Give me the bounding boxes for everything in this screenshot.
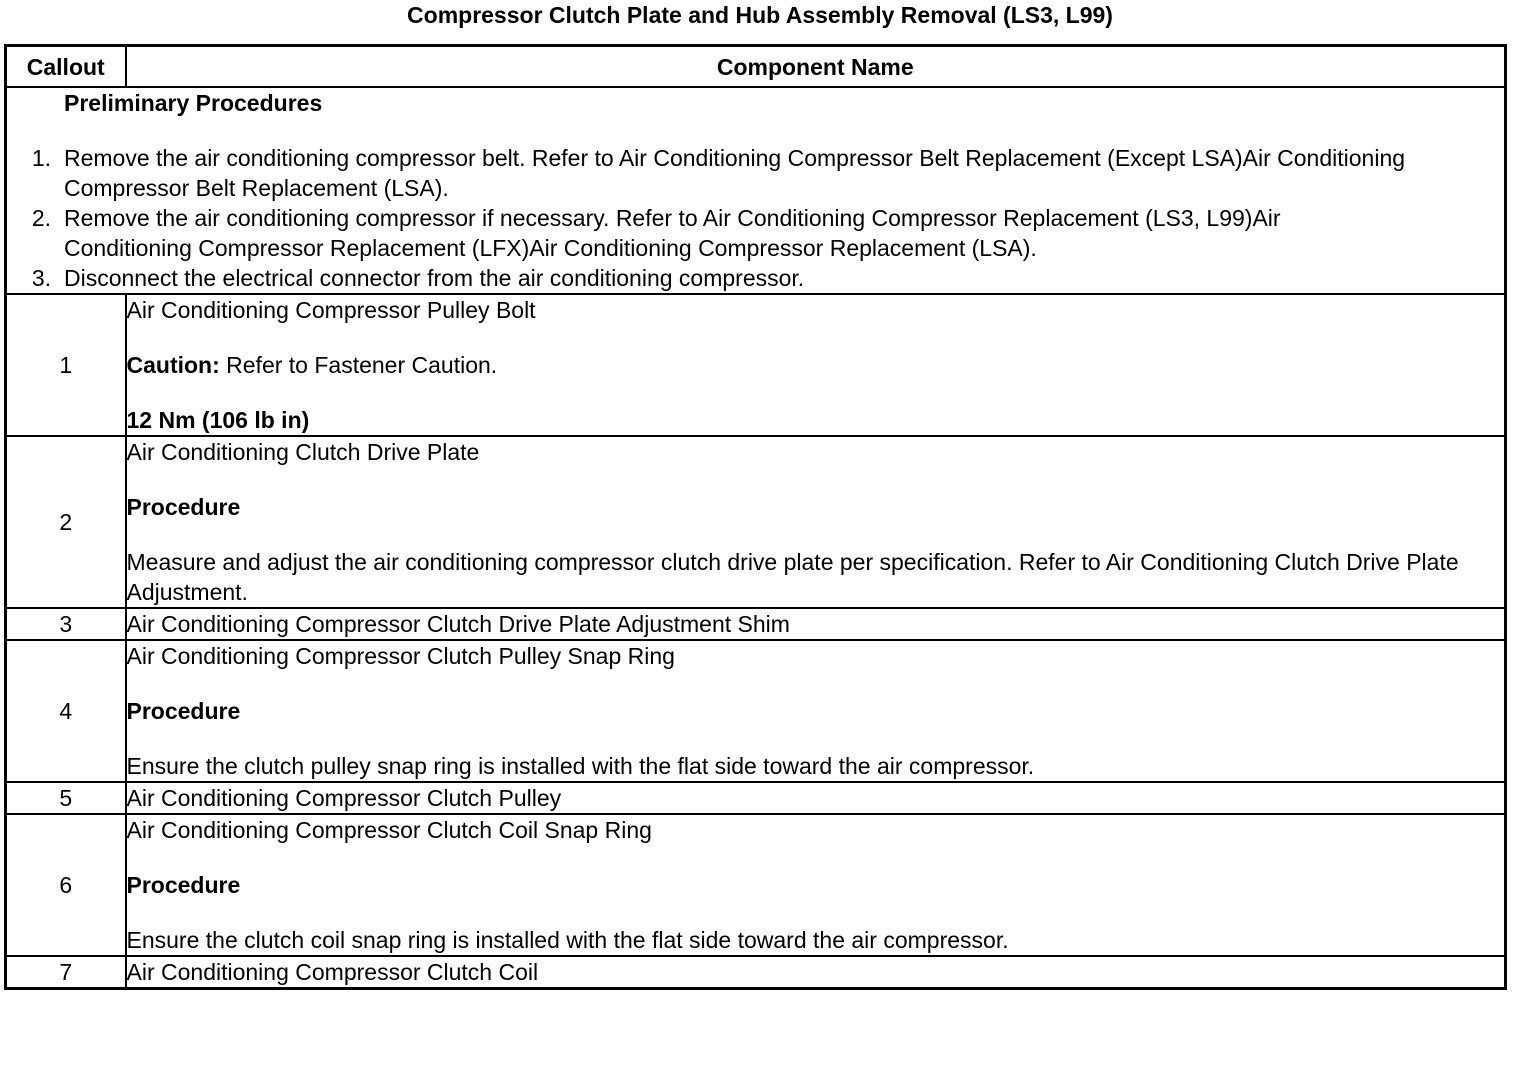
- table-row: [6, 782, 1506, 814]
- table-row: [6, 640, 1506, 782]
- preliminary-row: [6, 87, 1506, 294]
- table-row: [6, 608, 1506, 640]
- step-text: Disconnect the electrical connector from the air conditioning compressor.: [64, 265, 805, 291]
- procedure-text: Ensure the clutch coil snap ring is installed with the flat side toward the air compressor.: [126, 927, 1009, 953]
- component-name: Air Conditioning Compressor Clutch Pulley: [126, 785, 562, 811]
- step-number: 2.: [31, 205, 51, 231]
- table-row: [6, 294, 1506, 436]
- component-cell: [126, 782, 1506, 814]
- callout-number: 7: [6, 956, 126, 989]
- callout-number: 6: [6, 814, 126, 956]
- torque-spec: 12 Nm (106 lb in): [126, 407, 310, 433]
- procedure-text: Measure and adjust the air conditioning compressor clutch drive plate per specification. Refer to Air Conditioning Clutch Drive Plate Adjustment.: [126, 549, 1459, 605]
- preliminary-procedures: [6, 87, 1506, 294]
- callout-number: 5: [6, 782, 126, 814]
- callout-number: 1: [6, 294, 126, 436]
- step-number: 3.: [31, 265, 51, 291]
- caution-text: Refer to Fastener Caution.: [219, 352, 498, 378]
- component-name: Air Conditioning Compressor Clutch Pulley Snap Ring: [126, 643, 675, 669]
- table-row: [6, 956, 1506, 989]
- table-row: [6, 814, 1506, 956]
- table-header-row: [6, 46, 1506, 88]
- procedure-text: Ensure the clutch pulley snap ring is installed with the flat side toward the air compressor.: [126, 753, 1035, 779]
- component-cell: [126, 956, 1506, 989]
- step-number: 1.: [31, 145, 51, 171]
- component-cell: [126, 814, 1506, 956]
- procedure-label: Procedure: [126, 698, 241, 724]
- preliminary-step: [7, 263, 1504, 293]
- component-cell: [126, 436, 1506, 608]
- component-name: Air Conditioning Clutch Drive Plate: [126, 439, 480, 465]
- component-name: Air Conditioning Compressor Pulley Bolt: [126, 297, 536, 323]
- page-title: Compressor Clutch Plate and Hub Assembly Removal (LS3, L99): [407, 2, 1113, 28]
- callout-number: 3: [6, 608, 126, 640]
- component-cell: [126, 294, 1506, 436]
- callout-header: Callout: [6, 46, 126, 88]
- caution-label: Caution:: [126, 352, 220, 378]
- component-name-header: Component Name: [126, 46, 1506, 88]
- component-name: Air Conditioning Compressor Clutch Coil: [126, 959, 539, 985]
- preliminary-heading: Preliminary Procedures: [64, 90, 323, 116]
- component-name: Air Conditioning Compressor Clutch Drive Plate Adjustment Shim: [126, 611, 790, 637]
- component-cell: [126, 608, 1506, 640]
- callout-number: 4: [6, 640, 126, 782]
- table-row: [6, 436, 1506, 608]
- preliminary-step: [7, 203, 1504, 263]
- component-cell: [126, 640, 1506, 782]
- procedure-label: Procedure: [126, 494, 241, 520]
- callout-number: 2: [6, 436, 126, 608]
- caution-note: [127, 350, 1505, 380]
- component-name: Air Conditioning Compressor Clutch Coil Snap Ring: [126, 817, 652, 843]
- step-text: Remove the air conditioning compressor belt. Refer to Air Conditioning Compressor Belt Replacement (Except LSA)Air Conditioning Compressor Belt Replacement (LSA).: [64, 145, 1406, 201]
- component-table: [4, 44, 1507, 990]
- step-text: Remove the air conditioning compressor if necessary. Refer to Air Conditioning Compressor Replacement (LS3, L99)Air Conditioning Compressor Replacement (LFX)Air Conditioning Compressor Replacement (LSA).: [64, 205, 1281, 261]
- preliminary-step: [7, 143, 1504, 203]
- procedure-label: Procedure: [126, 872, 241, 898]
